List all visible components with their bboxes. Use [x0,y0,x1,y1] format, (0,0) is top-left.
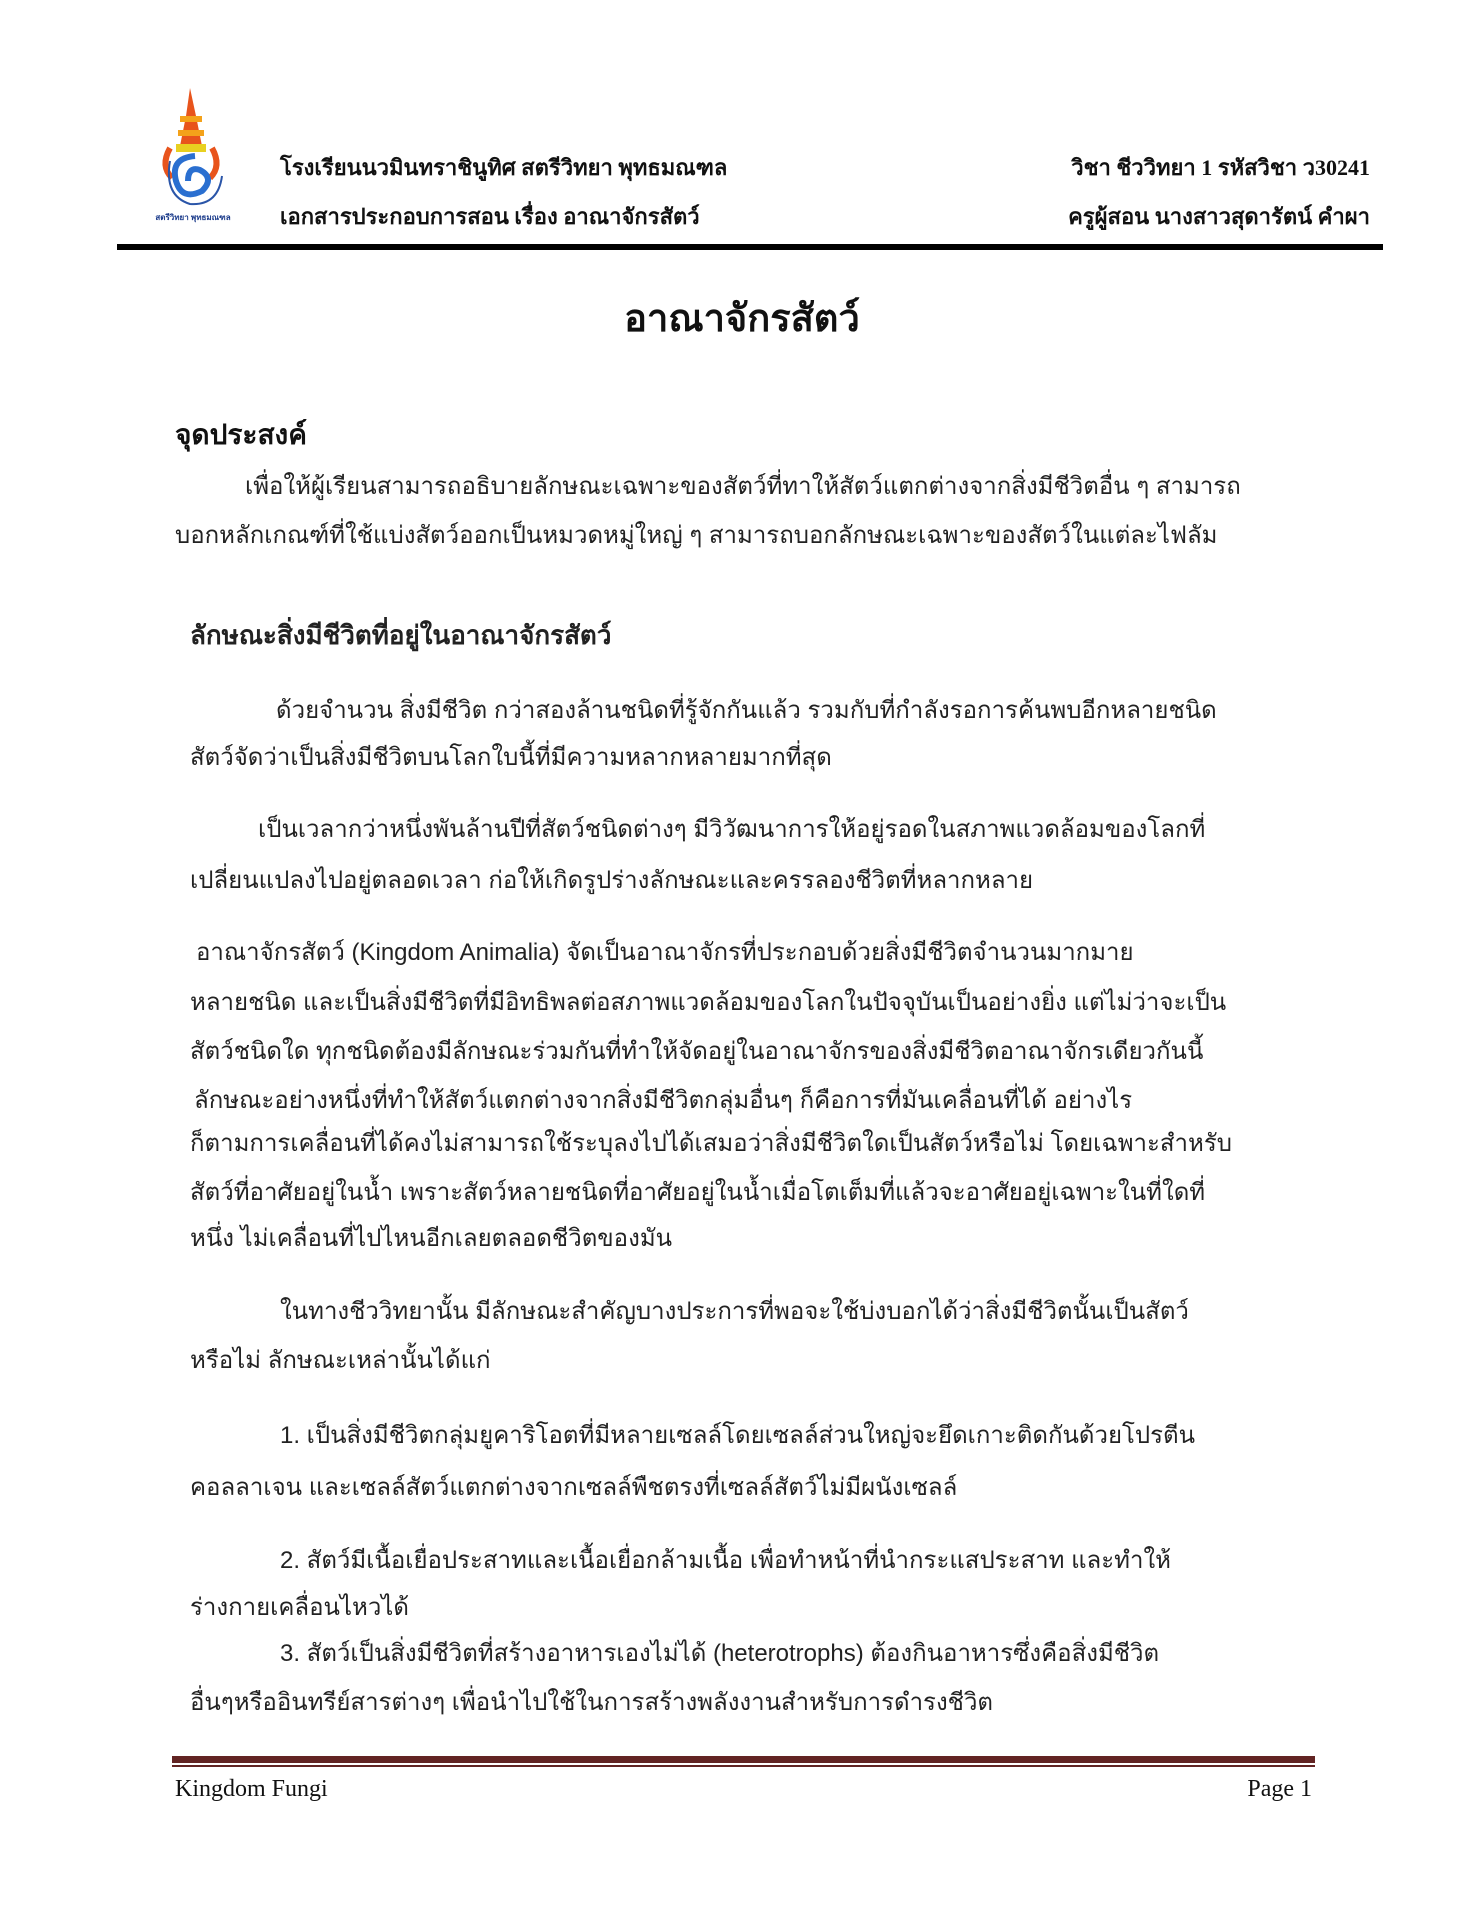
paragraph-line: เป็นเวลากว่าหนึ่งพันล้านปีที่สัตว์ชนิดต่างๆ มีวิวัฒนาการให้อยู่รอดในสภาพแวดล้อมของโลกที่ [258,816,1206,843]
list-item-line: อื่นๆหรืออินทรีย์สารต่างๆ เพื่อนำไปใช้ในการสร้างพลังงานสำหรับการดำรงชีวิต [190,1689,994,1716]
paragraph-line: หรือไม่ ลักษณะเหล่านั้นได้แก่ [190,1347,491,1374]
footer-left: Kingdom Fungi [175,1776,328,1802]
paragraph-line: ก็ตามการเคลื่อนที่ได้คงไม่สามารถใช้ระบุลงไปได้เสมอว่าสิ่งมีชีวิตใดเป็นสัตว์หรือไม่ โดยเฉพาะสำหรับ [190,1130,1232,1157]
school-logo [140,86,246,228]
page-title: อาณาจักรสัตว์ [624,298,860,340]
paragraph-line: อาณาจักรสัตว์ (Kingdom Animalia) จัดเป็นอาณาจักรที่ประกอบด้วยสิ่งมีชีวิตจำนวนมากมาย [196,939,1134,966]
list-item-line: 3. สัตว์เป็นสิ่งมีชีวิตที่สร้างอาหารเองไม่ได้ (heterotrophs) ต้องกินอาหารซึ่งคือสิ่งมีชีวิต [280,1640,1160,1667]
paragraph-line: เปลี่ยนแปลงไปอยู่ตลอดเวลา ก่อให้เกิดรูปร่างลักษณะและครรลองชีวิตที่หลากหลาย [190,867,1034,894]
section-heading: ลักษณะสิ่งมีชีวิตที่อยู่ในอาณาจักรสัตว์ [190,620,612,650]
objective-line: เพื่อให้ผู้เรียนสามารถอธิบายลักษณะเฉพาะของสัตว์ที่ทาให้สัตว์แตกต่างจากสิ่งมีชีวิตอื่น ๆ สามารถ [245,473,1241,500]
list-item-line: 2. สัตว์มีเนื้อเยื่อประสาทและเนื้อเยื่อกล้ามเนื้อ เพื่อทำหน้าที่นำกระแสประสาท และทำให้ [280,1547,1171,1574]
page-number: Page 1 [1247,1776,1312,1802]
header-rule [117,244,1383,250]
paragraph-line: ในทางชีววิทยานั้น มีลักษณะสำคัญบางประการที่พอจะใช้บ่งบอกได้ว่าสิ่งมีชีวิตนั้นเป็นสัตว์ [280,1298,1189,1325]
paragraph-line: หลายชนิด และเป็นสิ่งมีชีวิตที่มีอิทธิพลต่อสภาพแวดล้อมของโลกในปัจจุบันเป็นอย่างยิ่ง แต่ไม่ว่าจะเป็น [190,989,1227,1016]
paragraph-line: หนึ่ง ไม่เคลื่อนที่ไปไหนอีกเลยตลอดชีวิตของมัน [190,1225,673,1252]
teacher-name: ครูผู้สอน นางสาวสุดารัตน์ คำผา [1068,204,1370,229]
objective-heading: จุดประสงค์ [175,419,307,450]
school-name: โรงเรียนนวมินทราชินูทิศ สตรีวิทยา พุทธมณฑล [280,155,728,180]
svg-text:สตรีวิทยา พุทธมณฑล: สตรีวิทยา พุทธมณฑล [155,213,231,222]
footer-rule [172,1756,1315,1763]
paragraph-line: สัตว์จัดว่าเป็นสิ่งมีชีวิตบนโลกใบนี้ที่มีความหลากหลายมากที่สุด [190,744,832,771]
list-item-line: คอลลาเจน และเซลล์สัตว์แตกต่างจากเซลล์พืชตรงที่เซลล์สัตว์ไม่มีผนังเซลล์ [190,1474,958,1501]
paragraph-line: ลักษณะอย่างหนึ่งที่ทำให้สัตว์แตกต่างจากสิ่งมีชีวิตกลุ่มอื่นๆ ก็คือการที่มันเคลื่อนที่ได้ อย่างไร [194,1087,1133,1114]
paragraph-line: ด้วยจำนวน สิ่งมีชีวิต กว่าสองล้านชนิดที่รู้จักกันแล้ว รวมกับที่กำลังรอการค้นพบอีกหลายชนิด [276,697,1217,724]
footer-rule-thin [172,1765,1315,1767]
subject-code: วิชา ชีววิทยา 1 รหัสวิชา ว30241 [1071,155,1370,180]
objective-line: บอกหลักเกณฑ์ที่ใช้แบ่งสัตว์ออกเป็นหมวดหมู่ใหญ่ ๆ สามารถบอกลักษณะเฉพาะของสัตว์ในแต่ละไฟลัม [175,522,1218,549]
list-item-line: 1. เป็นสิ่งมีชีวิตกลุ่มยูคาริโอตที่มีหลายเซลล์โดยเซลล์ส่วนใหญ่จะยึดเกาะติดกันด้วยโปรตีน [280,1422,1196,1449]
paragraph-line: สัตว์ที่อาศัยอยู่ในน้ำ เพราะสัตว์หลายชนิดที่อาศัยอยู่ในน้ำเมื่อโตเต็มที่แล้วจะอาศัยอยู่เฉพาะในที่ใดที่ [190,1179,1206,1206]
document-title: เอกสารประกอบการสอน เรื่อง อาณาจักรสัตว์ [280,204,700,229]
list-item-line: ร่างกายเคลื่อนไหวได้ [190,1594,409,1621]
paragraph-line: สัตว์ชนิดใด ทุกชนิดต้องมีลักษณะร่วมกันที่ทำให้จัดอยู่ในอาณาจักรของสิ่งมีชีวิตอาณาจักรเดียวกันนี้ [190,1038,1204,1065]
